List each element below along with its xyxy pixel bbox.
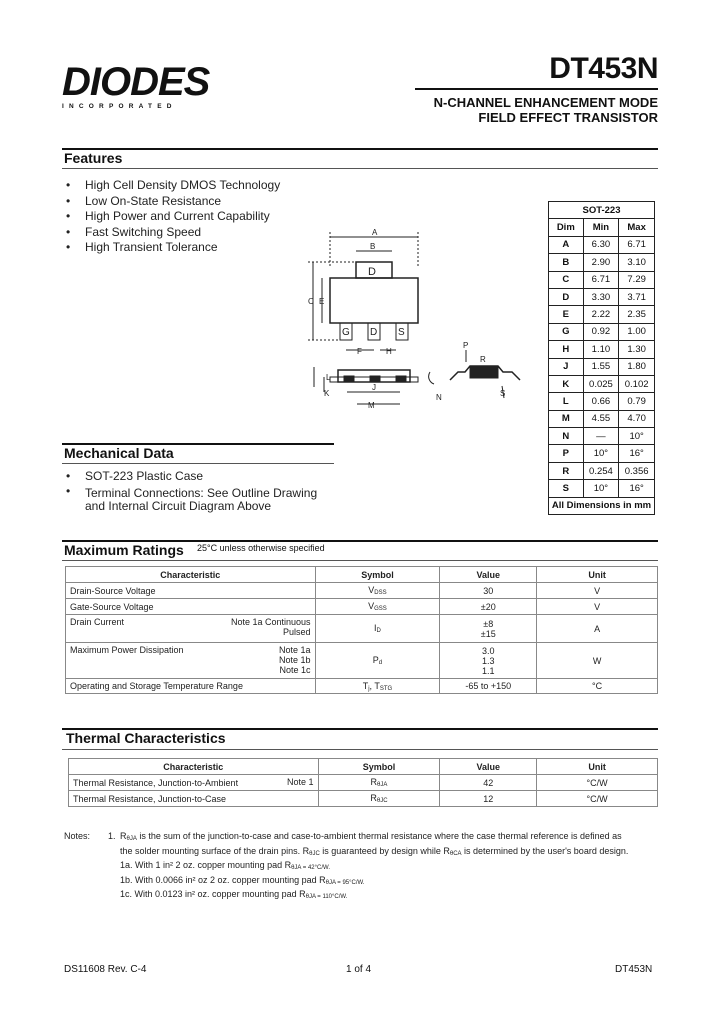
- tab-label-D: D: [368, 266, 376, 278]
- footer-page-number: 1 of 4: [346, 964, 372, 975]
- dim-label-H: H: [386, 347, 392, 356]
- col-header-symbol: Symbol: [318, 759, 440, 775]
- col-header-value: Value: [440, 759, 537, 775]
- table-row: Drain Current Note 1a Continuous Pulsed ID ±8 ±15 A: [66, 615, 658, 643]
- footer-doc-id: DS11608 Rev. C-4: [64, 964, 147, 975]
- table-row: H 1.10 1.30: [549, 341, 655, 358]
- header-rule: [415, 88, 658, 90]
- col-header-characteristic: Characteristic: [66, 567, 316, 583]
- table-row: Maximum Power Dissipation Note 1a Note 1b Note 1c Pd 3.0 1.3 1.1 W: [66, 643, 658, 679]
- col-header-characteristic: Characteristic: [69, 759, 319, 775]
- features-heading: Features: [64, 150, 123, 166]
- dim-label-J: J: [372, 383, 376, 392]
- feature-item: • High Cell Density DMOS Technology: [64, 178, 364, 194]
- part-number-title: DT453N: [549, 52, 658, 85]
- col-header-max: Max: [619, 219, 655, 236]
- dim-label-C: C: [308, 297, 314, 306]
- ratings-condition: 25°C unless otherwise specified: [197, 543, 325, 553]
- table-row: S 10° 16°: [549, 480, 655, 497]
- dim-label-B: B: [370, 242, 376, 251]
- features-bottom-rule: [62, 168, 658, 169]
- table-row: G 0.92 1.00: [549, 323, 655, 340]
- table-row: Thermal Resistance, Junction-to-Ambient Note 1 RθJA 42 °C/W: [69, 775, 658, 791]
- dim-label-A: A: [372, 228, 378, 237]
- angle-label-S: S: [500, 389, 506, 398]
- table-row: D 3.30 3.71: [549, 288, 655, 305]
- table-row: K 0.025 0.102: [549, 375, 655, 392]
- col-header-unit: Unit: [537, 567, 658, 583]
- note-1-number: 1.: [108, 831, 116, 841]
- footer-part-number: DT453N: [615, 964, 653, 975]
- table-row: B 2.90 3.10: [549, 254, 655, 271]
- pin-label-S: S: [398, 327, 405, 338]
- col-header-min: Min: [583, 219, 619, 236]
- table-row: A 6.30 6.71: [549, 236, 655, 253]
- dim-label-L: L: [326, 373, 331, 382]
- dimensions-footer: All Dimensions in mm: [549, 497, 655, 514]
- ratings-bottom-rule: [62, 560, 658, 561]
- col-header-value: Value: [440, 567, 537, 583]
- thermal-bottom-rule: [62, 749, 658, 750]
- dimensions-table: [548, 201, 655, 515]
- notes-body: RθJA is the sum of the junction-to-case and case-to-ambient thermal resistance where the case thermal reference is defined as the solder mounting surface of the drain pins. RθJC is guaranteed by design while RθCA is determined by the user's board design. 1a. With 1 in² 2 oz. copper mounting pad RθJA = 42°C/W. 1b. With 0.0066 in² oz 2 oz. copper mounting pad RθJA = 95°C/W. 1c. With 0.0123 in² oz. copper mounting pad RθJA = 110°C/W.: [120, 831, 629, 900]
- dim-label-F: F: [357, 347, 362, 356]
- mechanical-list: [64, 469, 344, 513]
- col-header-unit: Unit: [537, 759, 658, 775]
- notes-label: Notes:: [64, 831, 91, 841]
- table-row: P 10° 16°: [549, 445, 655, 462]
- table-row: C 6.71 7.29: [549, 271, 655, 288]
- ratings-heading: Maximum Ratings: [64, 542, 184, 558]
- logo-subtitle: INCORPORATED: [62, 103, 177, 110]
- col-header-symbol: Symbol: [315, 567, 440, 583]
- table-row: E 2.22 2.35: [549, 306, 655, 323]
- mechanical-item: • Terminal Connections: See Outline Drawing and Internal Circuit Diagram Above: [64, 485, 344, 513]
- mechanical-bottom-rule: [62, 463, 334, 464]
- feature-item: • High Power and Current Capability: [64, 209, 364, 225]
- table-row: M 4.55 4.70: [549, 410, 655, 427]
- dim-label-R: R: [480, 355, 486, 364]
- angle-label-N: N: [436, 393, 442, 402]
- logo-wordmark: DIODES: [62, 60, 210, 104]
- table-row: N — 10°: [549, 428, 655, 445]
- table-row: Operating and Storage Temperature Range Tj, TSTG -65 to +150 °C: [66, 679, 658, 694]
- dim-label-M: M: [368, 401, 375, 410]
- table-row: Drain-Source Voltage VDSS 30 V: [66, 583, 658, 599]
- mechanical-item: • SOT-223 Plastic Case: [64, 469, 344, 485]
- features-top-rule: [62, 148, 658, 150]
- package-outline-drawing: [300, 222, 540, 422]
- table-row: J 1.55 1.80: [549, 358, 655, 375]
- feature-item: • Low On-State Resistance: [64, 194, 364, 210]
- thermal-table: [68, 758, 658, 807]
- mechanical-heading: Mechanical Data: [64, 445, 174, 461]
- pin-label-G: G: [342, 327, 350, 338]
- feature-item: • High Transient Tolerance: [64, 240, 364, 256]
- table-row: L 0.66 0.79: [549, 393, 655, 410]
- feature-item: • Fast Switching Speed: [64, 225, 364, 241]
- col-header-dim: Dim: [549, 219, 584, 236]
- thermal-heading: Thermal Characteristics: [66, 730, 226, 746]
- table-row: Gate-Source Voltage VGSS ±20 V: [66, 599, 658, 615]
- pin-label-D: D: [370, 327, 378, 338]
- device-subtitle: N-CHANNEL ENHANCEMENT MODE FIELD EFFECT TRANSISTOR: [433, 95, 658, 125]
- table-row: Thermal Resistance, Junction-to-Case RθJC 12 °C/W: [69, 791, 658, 807]
- dim-label-K: K: [324, 389, 330, 398]
- company-logo: [62, 62, 222, 110]
- table-row: R 0.254 0.356: [549, 462, 655, 479]
- dim-label-E: E: [319, 297, 325, 306]
- max-ratings-table: [65, 566, 658, 694]
- angle-label-P: P: [463, 341, 469, 350]
- package-name: SOT-223: [549, 202, 655, 219]
